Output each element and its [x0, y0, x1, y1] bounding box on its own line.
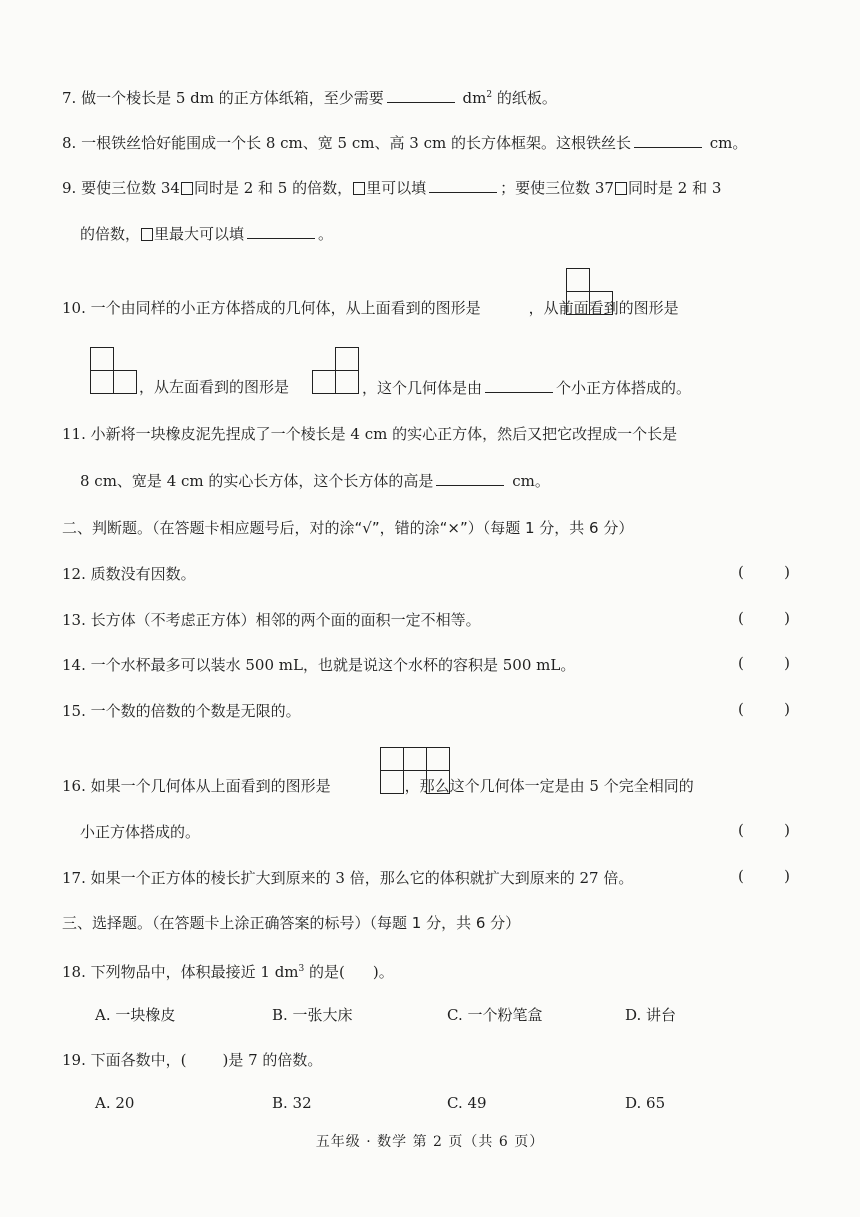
- question-10-line-2a: [139, 376, 289, 398]
- q18-option-d[interactable]: D. 讲台: [625, 1006, 677, 1024]
- question-11-line-1: [62, 423, 677, 445]
- q10-text-c: ，从左面看到的图形是: [139, 378, 290, 396]
- q11-text-b: 8 cm、宽是 4 cm 的实心长方体，这个长方体的高是: [80, 472, 434, 490]
- question-18: [62, 958, 394, 983]
- q16-answer-paren[interactable]: [738, 821, 790, 839]
- question-13: [62, 609, 481, 631]
- q19-option-a[interactable]: A. 20: [95, 1094, 135, 1112]
- q18-option-c[interactable]: C. 一个粉笔盒: [447, 1006, 543, 1024]
- q8-text: 8. 一根铁丝恰好能围成一个长 8 cm、宽 5 cm、高 3 cm 的长方体框架。这根铁丝长: [62, 134, 631, 152]
- paren-open: (: [738, 821, 744, 839]
- q18-mid: 的是(: [309, 963, 345, 981]
- question-7: [62, 84, 557, 109]
- square-box-icon: [181, 182, 193, 195]
- q18-text: 18. 下列物品中，体积最接近 1 dm: [62, 963, 299, 981]
- paren-close: ): [784, 821, 790, 839]
- q16-text-a: 16. 如果一个几何体从上面看到的图形是: [62, 777, 331, 795]
- q7-unit: dm: [462, 89, 487, 107]
- paren-close: ): [784, 700, 790, 718]
- square-box-icon: [353, 182, 365, 195]
- q12-answer-paren[interactable]: [738, 563, 790, 581]
- q17-text: 17. 如果一个正方体的棱长扩大到原来的 3 倍，那么它的体积就扩大到原来的 27 倍。: [62, 869, 634, 887]
- q9-answer-blank-2[interactable]: [247, 222, 315, 239]
- question-17: [62, 867, 633, 889]
- q7-post: 的纸板。: [496, 89, 557, 107]
- paren-open: (: [738, 563, 744, 581]
- q19-text: 19. 下面各数中，(: [62, 1051, 187, 1069]
- q19-post: )是 7 的倍数。: [222, 1051, 323, 1069]
- question-16-line-2: [80, 821, 200, 843]
- q8-answer-blank[interactable]: [634, 131, 702, 148]
- paren-open: (: [738, 700, 744, 718]
- square-box-icon: [141, 228, 153, 241]
- q10-text-a: 10. 一个由同样的小正方体搭成的几何体，从上面看到的图形是: [62, 299, 481, 317]
- q9-text-c: 里可以填: [366, 179, 427, 197]
- q9-text-b: 同时是 2 和 5 的倍数，: [193, 179, 353, 197]
- paren-close: ): [784, 654, 790, 672]
- paren-close: ): [784, 563, 790, 581]
- section-2-heading: 二、判断题。（在答题卡相应题号后，对的涂“√”，错的涂“×”）（每题 1 分，共 6 分）: [62, 519, 634, 537]
- section-3-heading: 三、选择题。（在答题卡上涂正确答案的标号）（每题 1 分，共 6 分）: [62, 914, 521, 932]
- q17-answer-paren[interactable]: [738, 867, 790, 885]
- question-9-line-2: [80, 222, 333, 245]
- question-10-line-2b: [362, 376, 691, 399]
- question-19: [62, 1049, 322, 1071]
- page-footer: 五年级 · 数学 第 2 页（共 6 页）: [315, 1134, 545, 1150]
- q15-answer-paren[interactable]: [738, 700, 790, 718]
- q18-post: )。: [372, 963, 394, 981]
- paren-open: (: [738, 654, 744, 672]
- paren-open: (: [738, 867, 744, 885]
- q13-text: 13. 长方体（不考虑正方体）相邻的两个面的面积一定不相等。: [62, 611, 481, 629]
- q19-option-c[interactable]: C. 49: [447, 1094, 487, 1112]
- question-15: [62, 700, 301, 722]
- q11-text-c: cm。: [512, 472, 550, 490]
- q18-option-a[interactable]: A. 一块橡皮: [95, 1006, 176, 1024]
- q18-option-b[interactable]: B. 一张大床: [272, 1006, 353, 1024]
- q8-post: cm。: [709, 134, 748, 152]
- paren-close: ): [784, 609, 790, 627]
- q9-text-h: 。: [318, 225, 334, 243]
- paren-close: ): [784, 867, 790, 885]
- question-14: [62, 654, 575, 676]
- q11-text-a: 11. 小新将一块橡皮泥先捏成了一个棱长是 4 cm 的实心正方体，然后又把它改捏成一个长是: [62, 425, 678, 443]
- question-16-line-1: [62, 775, 694, 797]
- q7-answer-blank[interactable]: [387, 86, 455, 103]
- q9-answer-blank-1[interactable]: [429, 176, 497, 193]
- q11-answer-blank[interactable]: [436, 469, 504, 486]
- q10-text-d: ，这个几何体是由: [362, 379, 483, 397]
- q12-text: 12. 质数没有因数。: [62, 565, 196, 583]
- q7-text: 7. 做一个棱长是 5 dm 的正方体纸箱，至少需要: [62, 89, 384, 107]
- q16-text-c: 小正方体搭成的。: [80, 823, 201, 841]
- q10-text-e: 个小正方体搭成的。: [556, 379, 692, 397]
- q9-text-f: 的倍数，: [80, 225, 141, 243]
- question-11-line-2: [80, 469, 550, 492]
- q9-text-a: 9. 要使三位数 34: [62, 179, 180, 197]
- q19-option-d[interactable]: D. 65: [625, 1094, 666, 1112]
- q15-text: 15. 一个数的倍数的个数是无限的。: [62, 702, 301, 720]
- q13-answer-paren[interactable]: [738, 609, 790, 627]
- q9-text-e: 同时是 2 和 3: [627, 179, 722, 197]
- q14-answer-paren[interactable]: [738, 654, 790, 672]
- question-8: [62, 131, 747, 154]
- question-12: [62, 563, 196, 585]
- q7-unit-sup: 2: [486, 90, 493, 100]
- q14-text: 14. 一个水杯最多可以装水 500 mL，也就是说这个水杯的容积是 500 mL。: [62, 656, 576, 674]
- q10-answer-blank[interactable]: [485, 376, 553, 393]
- q10-text-b: ，从前面看到的图形是: [528, 299, 679, 317]
- q18-sup: 3: [298, 964, 305, 974]
- square-box-icon: [615, 182, 627, 195]
- q16-text-b: ，那么这个几何体一定是由 5 个完全相同的: [404, 777, 694, 795]
- q19-option-b[interactable]: B. 32: [272, 1094, 312, 1112]
- q9-text-d: ；要使三位数 37: [500, 179, 614, 197]
- question-9-line-1: [62, 176, 721, 199]
- paren-open: (: [738, 609, 744, 627]
- q9-text-g: 里最大可以填: [154, 225, 245, 243]
